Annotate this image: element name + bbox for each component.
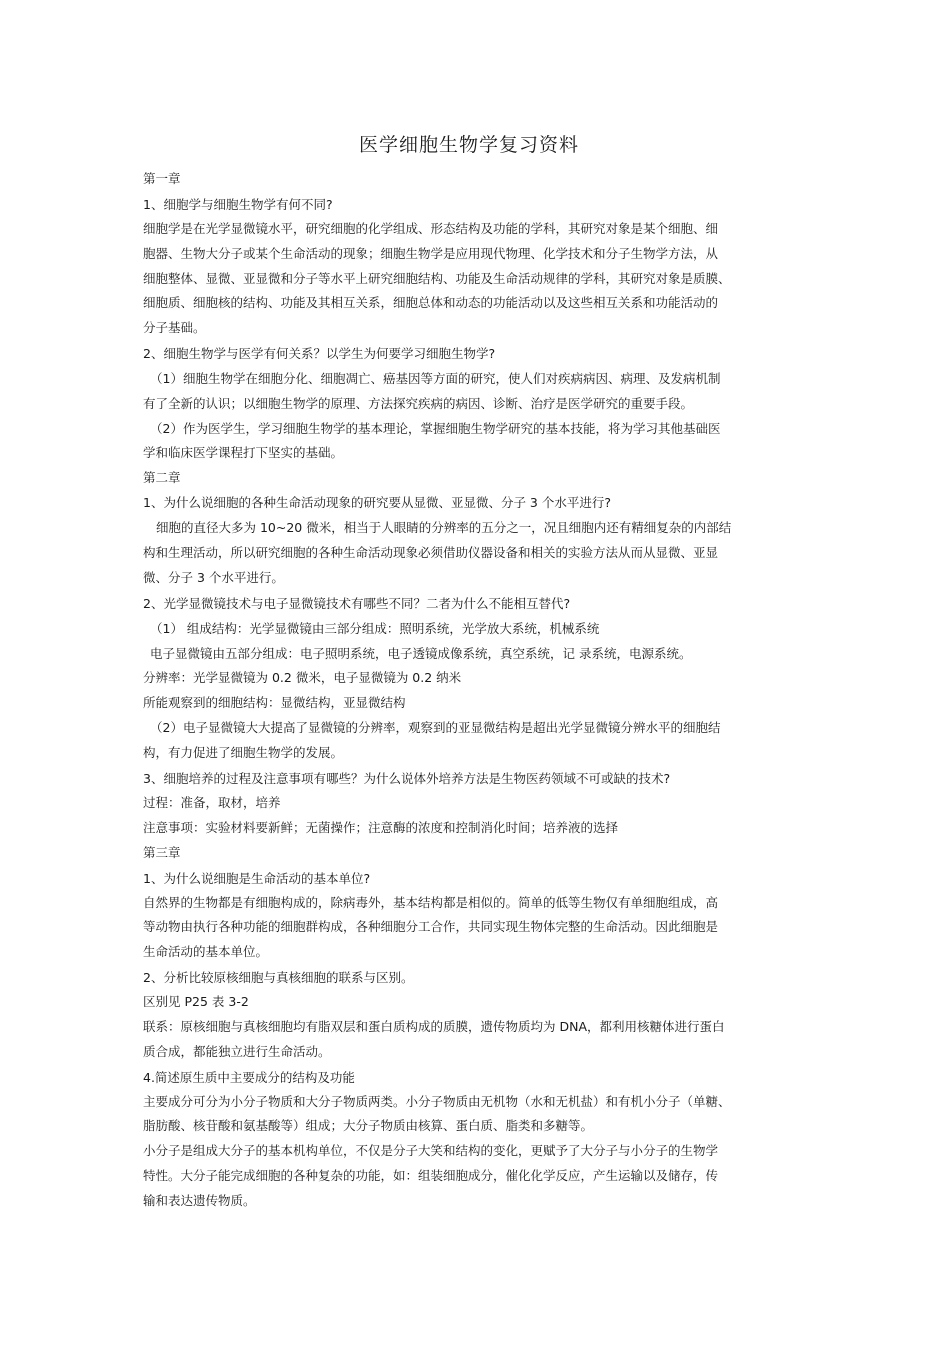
paragraph-line: 主要成分可分为小分子物质和大分子物质两类。小分子物质由无机物（水和无机盐）和有机小分子（单糖、 [143, 1094, 731, 1109]
document-title: 医学细胞生物学复习资料 [358, 134, 579, 156]
paragraph-line: 所能观察到的细胞结构：显微结构，亚显微结构 [143, 695, 406, 710]
paragraph-line: 细胞整体、显微、亚显微和分子等水平上研究细胞结构、功能及生命活动规律的学科，其研究对象是质膜、 [143, 271, 731, 286]
paragraph-line: （2）电子显微镜大大提高了显微镜的分辨率，观察到的亚显微结构是超出光学显微镜分辨水平的细胞结 [150, 720, 721, 735]
paragraph-line: 胞器、生物大分子或某个生命活动的现象；细胞生物学是应用现代物理、化学技术和分子生物学方法，从 [143, 246, 719, 261]
question-heading: 2、光学显微镜技术与电子显微镜技术有哪些不同？二者为什么不能相互替代? [143, 596, 571, 611]
paragraph-line: 过程：准备，取材，培养 [143, 795, 281, 810]
paragraph-line: 细胞学是在光学显微镜水平，研究细胞的化学组成、形态结构及功能的学科，其研究对象是某个细胞、细 [143, 221, 719, 236]
question-heading: 1、为什么说细胞是生命活动的基本单位? [143, 871, 371, 886]
paragraph-line: 细胞的直径大多为 10~20 微米，相当于人眼睛的分辨率的五分之一，况且细胞内还有精细复杂的内部结 [156, 520, 732, 535]
paragraph-line: 区别见 P25 表 3-2 [143, 994, 249, 1009]
paragraph-line: 特性。大分子能完成细胞的各种复杂的功能，如：组装细胞成分，催化化学反应，产生运输以及储存，传 [143, 1168, 719, 1183]
question-heading: 4.简述原生质中主要成分的结构及功能 [143, 1070, 355, 1085]
question-heading: 1、细胞学与细胞生物学有何不同? [143, 197, 333, 212]
paragraph-line: （1）细胞生物学在细胞分化、细胞凋亡、癌基因等方面的研究，使人们对疾病病因、病理、及发病机制 [150, 371, 721, 386]
paragraph-line: （1） 组成结构：光学显微镜由三部分组成：照明系统，光学放大系统，机械系统 [150, 621, 600, 636]
paragraph-line: 电子显微镜由五部分组成：电子照明系统，电子透镜成像系统，真空系统，记 录系统，电源系统。 [150, 646, 692, 661]
question-heading: 2、分析比较原核细胞与真核细胞的联系与区别。 [143, 970, 414, 985]
paragraph-line: 输和表达遗传物质。 [143, 1193, 256, 1208]
paragraph-line: 联系：原核细胞与真核细胞均有脂双层和蛋白质构成的质膜，遗传物质均为 DNA，都利用核糖体进行蛋白 [143, 1019, 725, 1034]
paragraph-line: 生命活动的基本单位。 [143, 944, 269, 959]
paragraph-line: 学和临床医学课程打下坚实的基础。 [143, 445, 344, 460]
question-heading: 1、为什么说细胞的各种生命活动现象的研究要从显微、亚显微、分子 3 个水平进行? [143, 495, 611, 510]
paragraph-line: 分辨率：光学显微镜为 0.2 微米，电子显微镜为 0.2 纳米 [143, 670, 462, 685]
paragraph-line: 微、分子 3 个水平进行。 [143, 570, 284, 585]
chapter-heading: 第一章 [143, 171, 181, 186]
paragraph-line: 质合成，都能独立进行生命活动。 [143, 1044, 331, 1059]
paragraph-line: 细胞质、细胞核的结构、功能及其相互关系，细胞总体和动态的功能活动以及这些相互关系和功能活动的 [143, 295, 719, 310]
paragraph-line: （2）作为医学生，学习细胞生物学的基本理论，掌握细胞生物学研究的基本技能，将为学习其他基础医 [150, 421, 721, 436]
question-heading: 3、细胞培养的过程及注意事项有哪些？为什么说体外培养方法是生物医药领域不可或缺的技术? [143, 771, 671, 786]
paragraph-line: 注意事项：实验材料要新鲜；无菌操作；注意酶的浓度和控制消化时间；培养液的选择 [143, 820, 619, 835]
paragraph-line: 小分子是组成大分子的基本机构单位，不仅是分子大笑和结构的变化，更赋予了大分子与小分子的生物学 [143, 1143, 719, 1158]
paragraph-line: 构和生理活动，所以研究细胞的各种生命活动现象必须借助仪器设备和相关的实验方法从而从显微、亚显 [143, 545, 719, 560]
paragraph-line: 有了全新的认识；以细胞生物学的原理、方法探究疾病的病因、诊断、治疗是医学研究的重要手段。 [143, 396, 694, 411]
paragraph-line: 等动物由执行各种功能的细胞群构成，各种细胞分工合作，共同实现生物体完整的生命活动。因此细胞是 [143, 919, 719, 934]
paragraph-line: 脂肪酸、核苷酸和氨基酸等）组成；大分子物质由核算、蛋白质、脂类和多糖等。 [143, 1118, 594, 1133]
paragraph-line: 自然界的生物都是有细胞构成的，除病毒外，基本结构都是相似的。简单的低等生物仅有单细胞组成，高 [143, 895, 719, 910]
chapter-heading: 第三章 [143, 845, 181, 860]
paragraph-line: 构，有力促进了细胞生物学的发展。 [143, 745, 344, 760]
paragraph-line: 分子基础。 [143, 320, 206, 335]
chapter-heading: 第二章 [143, 470, 181, 485]
question-heading: 2、细胞生物学与医学有何关系？以学生为何要学习细胞生物学? [143, 346, 496, 361]
